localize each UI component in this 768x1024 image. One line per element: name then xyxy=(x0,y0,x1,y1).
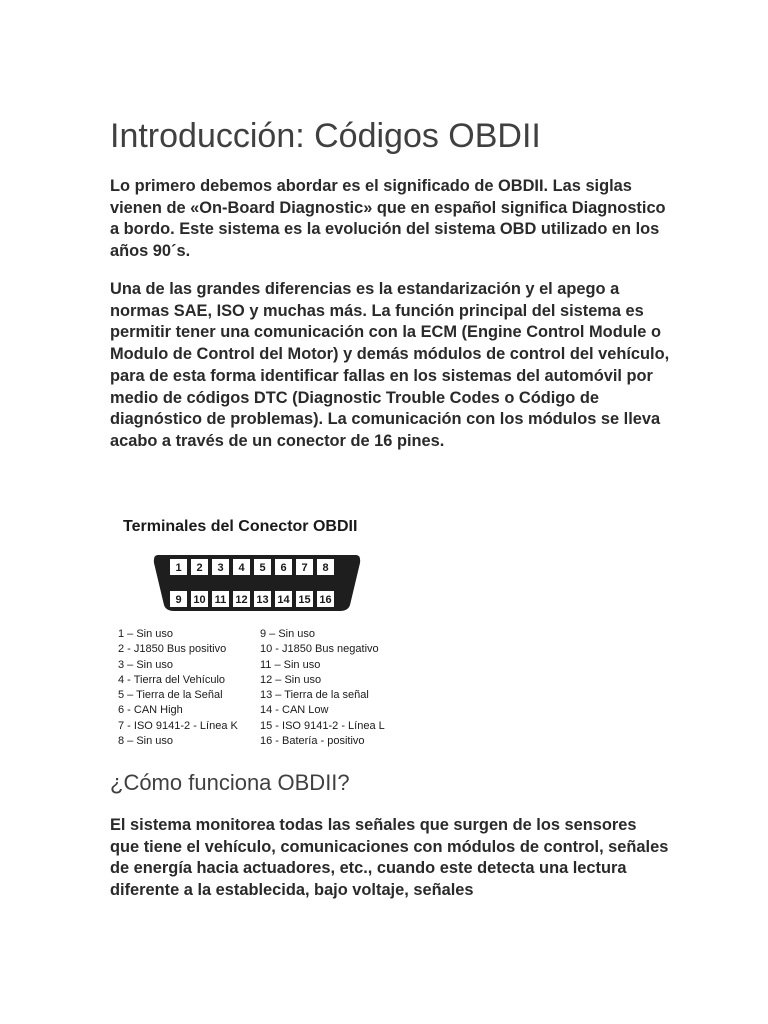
pin-slot xyxy=(275,591,292,607)
pin-item: 11 – Sin uso xyxy=(260,658,321,671)
pin-item: 9 – Sin uso xyxy=(260,628,316,640)
pin-item: 5 – Tierra de la Señal xyxy=(118,689,223,702)
pin-number: 7 xyxy=(301,562,308,574)
pin-slot xyxy=(212,591,229,607)
pin-number: 15 xyxy=(298,594,311,606)
pin-item: 3 – Sin uso xyxy=(118,658,174,671)
pin-slot xyxy=(191,591,208,607)
pin-slot xyxy=(296,591,313,607)
paragraph-how-it-works: El sistema monitorea todas las señales que surgen de los sensores que tiene el vehículo, comunicaciones con módulos de control, señales de energía hacia actuadores, etc., cuando este detecta una lectura diferente a la establecida, bajo voltaje, señales xyxy=(110,816,669,900)
pin-item: 4 - Tierra del Vehículo xyxy=(118,673,226,686)
pin-item: 6 - CAN High xyxy=(118,704,183,717)
pin-slot xyxy=(212,559,229,575)
paragraph-standards: Una de las grandes diferencias es la estandarización y el apego a normas SAE, ISO y muchas más. La función principal del sistema es permitir tener una comunicación con la ECM (Engine Control Module o Modulo de Control del Motor) y demás módulos de control del vehículo, para de esta forma identificar fallas en los sistemas del automóvil por medio de códigos DTC (Diagnostic Trouble Codes o Código de diagnóstico de problemas). La comunicación con los módulos se lleva acabo a través de un conector de 16 pines. xyxy=(110,280,670,450)
pin-item: 15 - ISO 9141-2 - Línea L xyxy=(260,719,385,732)
pin-number: 16 xyxy=(319,594,332,606)
connector-figure xyxy=(118,515,408,755)
pin-item: 12 – Sin uso xyxy=(260,673,322,686)
pin-number: 14 xyxy=(277,594,290,606)
pin-slot xyxy=(275,559,292,575)
section-heading: ¿Cómo funciona OBDII? xyxy=(110,770,350,795)
pin-number: 8 xyxy=(322,562,329,574)
pin-item: 10 - J1850 Bus negativo xyxy=(260,643,379,656)
pin-slot xyxy=(254,591,271,607)
page-title: Introducción: Códigos OBDII xyxy=(110,117,541,155)
pin-number: 5 xyxy=(259,562,266,574)
pin-number: 9 xyxy=(175,594,182,606)
pin-item: 2 - J1850 Bus positivo xyxy=(118,643,227,656)
pin-number: 13 xyxy=(256,594,269,606)
pin-number: 12 xyxy=(235,594,248,606)
paragraph-intro: Lo primero debemos abordar es el significado de OBDII. Las siglas vienen de «On-Board Diagnostic» que en español significa Diagnostico a bordo. Este sistema es la evolución del sistema OBD utilizado en los años 90´s. xyxy=(110,177,666,261)
pin-item: 14 - CAN Low xyxy=(260,704,329,717)
pin-item: 8 – Sin uso xyxy=(118,735,174,748)
pin-slot xyxy=(191,559,208,575)
pin-slot xyxy=(170,591,187,607)
pin-item: 16 - Batería - positivo xyxy=(260,735,365,748)
pin-item: 13 – Tierra de la señal xyxy=(260,689,369,702)
pin-slot xyxy=(233,591,250,607)
pin-number: 2 xyxy=(196,562,203,574)
pin-number: 6 xyxy=(280,562,287,574)
pin-slot xyxy=(296,559,313,575)
obd-connector-diagram xyxy=(152,551,362,615)
pin-list-left xyxy=(118,627,258,749)
pin-number: 11 xyxy=(214,594,227,606)
pin-number: 3 xyxy=(217,562,224,574)
pin-slot xyxy=(170,559,187,575)
pin-number: 1 xyxy=(175,562,182,574)
pin-number: 4 xyxy=(238,562,245,574)
pin-item: 7 - ISO 9141-2 - Línea K xyxy=(118,719,238,732)
pin-slot xyxy=(254,559,271,575)
pin-slot xyxy=(317,559,334,575)
pin-slot xyxy=(233,559,250,575)
pin-item: 1 – Sin uso xyxy=(118,628,174,640)
pin-slot xyxy=(317,591,334,607)
pin-number: 10 xyxy=(193,594,206,606)
pin-list-right xyxy=(260,627,410,749)
figure-title: Terminales del Conector OBDII xyxy=(123,518,358,535)
